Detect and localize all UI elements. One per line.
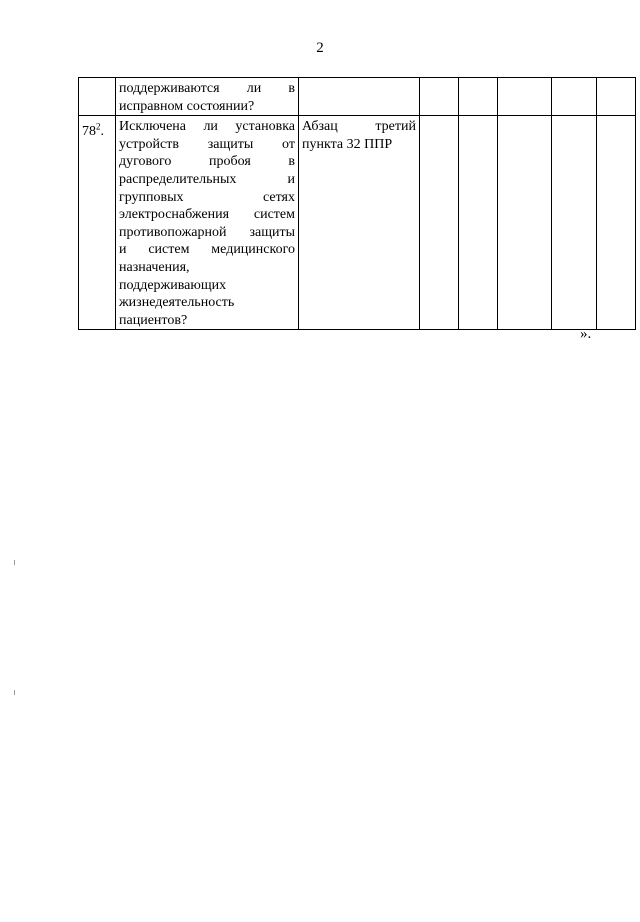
reference-line: Абзац третий <box>302 119 416 135</box>
page-number: 2 <box>316 40 324 56</box>
question-line: назначения, <box>119 259 190 275</box>
scan-margin-mark <box>14 690 15 695</box>
cell-empty <box>420 78 459 116</box>
question-line: пациентов? <box>119 312 188 328</box>
table-row-continuation <box>79 78 636 116</box>
cell-empty <box>420 116 459 330</box>
question-line: дугового пробоя в <box>119 154 295 170</box>
cell-number <box>79 78 116 116</box>
closing-quote-mark: ». <box>580 326 592 342</box>
question-line: электроснабжения систем <box>119 207 295 223</box>
cell-empty <box>459 116 498 330</box>
question-line: исправном состоянии? <box>119 98 255 114</box>
scan-margin-mark <box>14 560 15 565</box>
cell-reference <box>299 116 420 330</box>
question-line: устройств защиты от <box>119 136 295 152</box>
question-line: распределительных и <box>119 171 295 187</box>
cell-empty <box>498 116 552 330</box>
question-line: Исключена ли установка <box>119 119 295 135</box>
table-row-item <box>79 116 636 330</box>
cell-empty <box>498 78 552 116</box>
cell-reference <box>299 78 420 116</box>
reference-line: пункта 32 ППР <box>302 136 393 152</box>
cell-empty <box>552 78 597 116</box>
question-line: противопожарной защиты <box>119 224 295 240</box>
question-line: поддерживающих <box>119 277 227 293</box>
cell-number <box>79 116 116 330</box>
cell-question <box>116 116 299 330</box>
question-line: жизнедеятельность <box>119 295 235 311</box>
cell-question <box>116 78 299 116</box>
cell-empty <box>597 116 636 330</box>
cell-empty <box>552 116 597 330</box>
question-line: групповых сетях <box>119 189 295 205</box>
checklist-table <box>78 77 636 330</box>
item-number: $78^2$. <box>82 121 104 139</box>
cell-empty <box>459 78 498 116</box>
question-line: и систем медицинского <box>119 242 295 258</box>
question-line: поддерживаются ли в <box>119 81 295 96</box>
cell-empty <box>597 78 636 116</box>
